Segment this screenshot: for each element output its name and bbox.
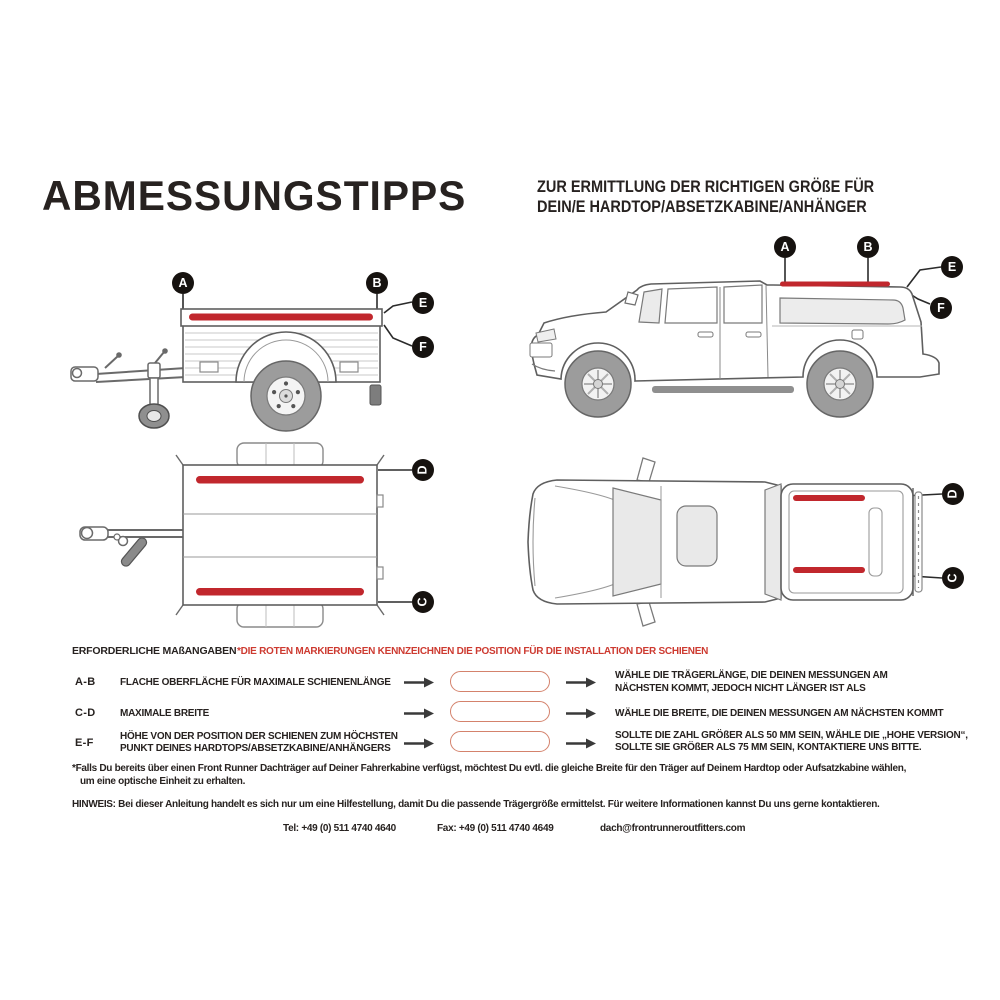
measure-instruction: WÄHLE DIE BREITE, DIE DEINEN MESSUNGEN AM NÄCHSTEN KOMMT — [615, 708, 944, 719]
red-markings-note: *DIE ROTEN MARKIERUNGEN KENNZEICHNEN DIE POSITION FÜR DIE INSTALLATION DER SCHIENEN — [237, 646, 709, 657]
trailer-side-view-drawing — [60, 255, 460, 445]
arrow-right-icon — [566, 677, 596, 688]
measure-instruction: WÄHLE DIE TRÄGERLÄNGE, DIE DEINEN MESSUNGEN AM — [615, 670, 888, 681]
measure-description: MAXIMALE BREITE — [120, 708, 210, 719]
label-badge-c: C — [942, 567, 964, 589]
trailer-top-view-figure — [60, 440, 460, 635]
measure-description: HÖHE VON DER POSITION DER SCHIENEN ZUM HÖCHSTEN — [120, 731, 398, 742]
page-subtitle — [537, 177, 874, 217]
label-badge-f: F — [930, 297, 952, 319]
measure-instruction: SOLLTE SIE GRÖßER ALS 75 MM SEIN, KONTAKTIERE UNS BITTE. — [615, 742, 922, 753]
contact-email: dach@frontrunneroutfitters.com — [600, 823, 746, 834]
page-subtitle-line2: DEIN/E HARDTOP/ABSETZKABINE/ANHÄNGER — [537, 198, 867, 216]
truck-top-view-figure — [515, 450, 970, 635]
label-badge-b: B — [366, 272, 388, 294]
contact-fax: Fax: +49 (0) 511 4740 4649 — [437, 823, 554, 834]
truck-side-view-figure — [510, 230, 970, 430]
measure-instruction: SOLLTE DIE ZAHL GRÖßER ALS 50 MM SEIN, WÄHLE DIE „HOHE VERSION“, — [615, 730, 968, 741]
trailer-top-view-drawing — [60, 440, 460, 635]
arrow-right-icon — [566, 708, 596, 719]
asterisk-footnote-line2: um eine optische Einheit zu erhalten. — [80, 776, 246, 787]
label-badge-d: D — [412, 459, 434, 481]
measure-instruction: NÄCHSTEN KOMMT, JEDOCH NICHT LÄNGER IST ALS — [615, 683, 866, 694]
asterisk-footnote-line1: *Falls Du bereits über einen Front Runner Dachträger auf Deiner Fahrerkabine verfügst, möchtest Du evtl. die gleiche Breite für den Träger auf Deinem Hardtop oder Aufsatzkabine wählen, — [72, 763, 907, 774]
label-badge-e: E — [412, 292, 434, 314]
label-badge-a: A — [774, 236, 796, 258]
measurements-section-title: ERFORDERLICHE MAßANGABEN — [72, 645, 237, 657]
trailer-side-view-figure — [60, 255, 460, 445]
hinweis-note: HINWEIS: Bei dieser Anleitung handelt es sich nur um eine Hilfestellung, damit Du die passende Trägergröße ermittelst. Für weitere Informationen kannst Du uns gerne kontaktieren. — [72, 799, 880, 810]
label-badge-d: D — [942, 483, 964, 505]
label-badge-c: C — [412, 591, 434, 613]
label-badge-e: E — [941, 256, 963, 278]
measurement-input-field[interactable] — [450, 731, 550, 752]
truck-side-view-drawing — [510, 230, 970, 430]
measurement-input-field[interactable] — [450, 671, 550, 692]
label-badge-a: A — [172, 272, 194, 294]
arrow-right-icon — [566, 738, 596, 749]
measure-range-label: E-F — [75, 737, 94, 749]
page-title: ABMESSUNGSTIPPS — [42, 172, 467, 219]
label-badge-f: F — [412, 336, 434, 358]
measure-description: FLACHE OBERFLÄCHE FÜR MAXIMALE SCHIENENLÄNGE — [120, 677, 391, 688]
arrow-right-icon — [404, 708, 434, 719]
page-subtitle-line1: ZUR ERMITTLUNG DER RICHTIGEN GRÖßE FÜR — [537, 178, 875, 196]
measure-range-label: A-B — [75, 676, 96, 688]
label-badge-b: B — [857, 236, 879, 258]
measure-description: PUNKT DEINES HARDTOPS/ABSETZKABINE/ANHÄNGERS — [120, 743, 391, 754]
contact-phone: Tel: +49 (0) 511 4740 4640 — [283, 823, 396, 834]
measure-range-label: C-D — [75, 707, 96, 719]
truck-top-view-drawing — [515, 450, 970, 635]
measurement-input-field[interactable] — [450, 701, 550, 722]
arrow-right-icon — [404, 738, 434, 749]
arrow-right-icon — [404, 677, 434, 688]
